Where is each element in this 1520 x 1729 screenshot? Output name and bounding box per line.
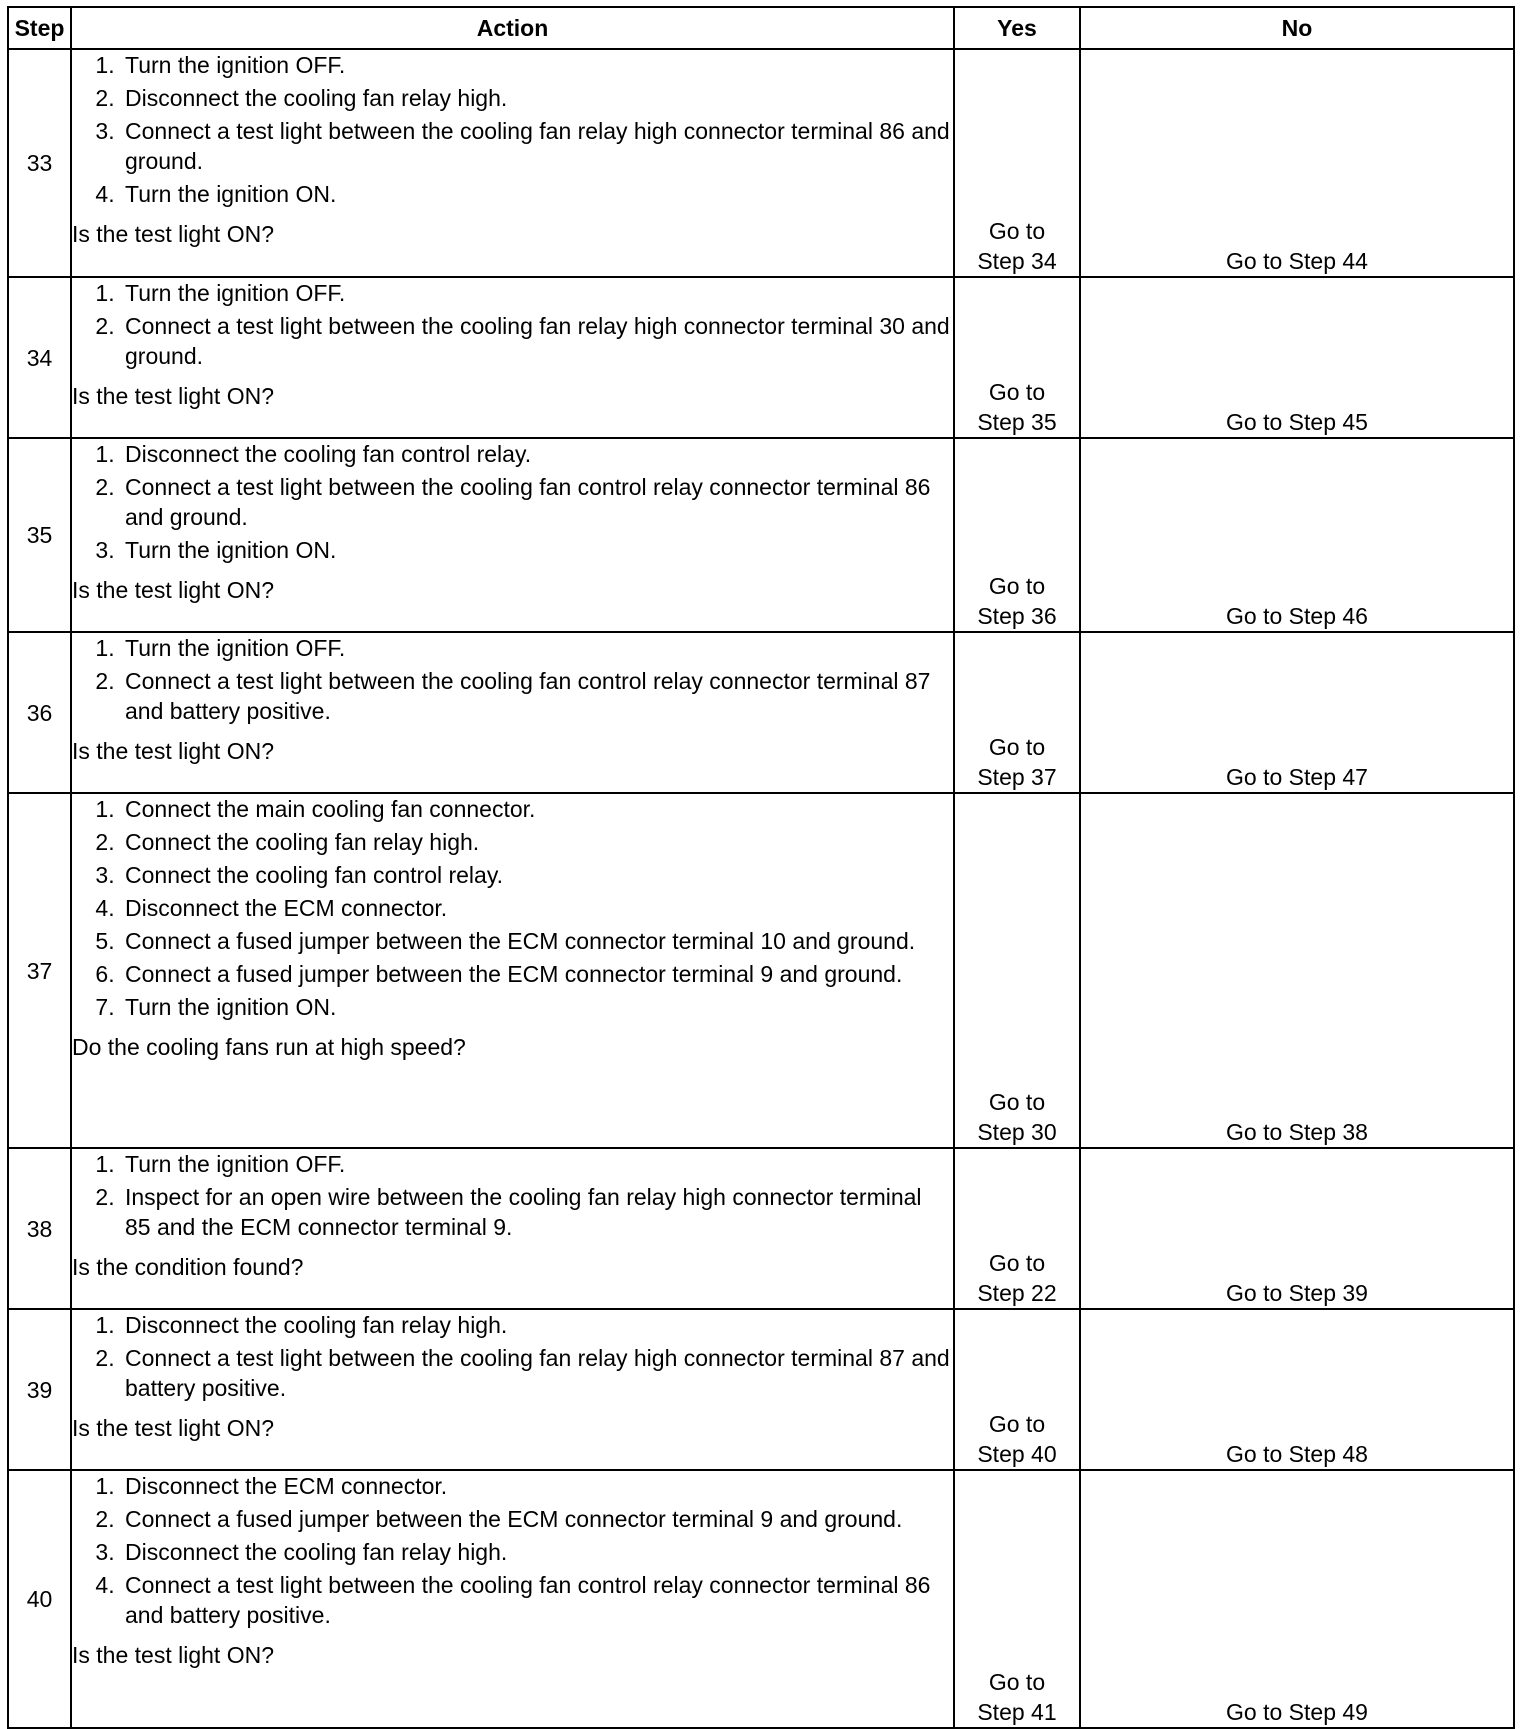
action-step: 3. Turn the ignition ON. (121, 535, 953, 565)
action-steps-list (72, 633, 953, 726)
action-cell (71, 49, 954, 277)
no-result-text: Go to Step 48 (1080, 1309, 1514, 1470)
yes-cell (954, 277, 1080, 438)
header-step: Step (8, 7, 71, 49)
yes-result-text: Step 36 (977, 603, 1057, 629)
action-cell (71, 277, 954, 438)
yes-result-text: Step 37 (977, 764, 1057, 790)
yes-cell (954, 632, 1080, 793)
no-result-text: Go to Step 49 (1080, 1470, 1514, 1728)
action-step: 1. Turn the ignition OFF. (121, 633, 953, 663)
yes-result-text: Go to (988, 1669, 1046, 1695)
header-yes: Yes (954, 7, 1080, 49)
step-number: 40 (8, 1470, 71, 1728)
action-question: Is the test light ON? (72, 221, 274, 247)
action-cell (71, 1309, 954, 1470)
action-cell (71, 793, 954, 1148)
table-row (8, 793, 1514, 1148)
action-steps-list (72, 1471, 953, 1630)
yes-result-text: Step 40 (977, 1441, 1057, 1467)
action-step: 1. Disconnect the cooling fan relay high. (121, 1310, 953, 1340)
action-step: 1. Connect the main cooling fan connector. (121, 794, 953, 824)
step-number: 35 (8, 438, 71, 632)
action-step: 1. Disconnect the ECM connector. (121, 1471, 953, 1501)
yes-cell (954, 49, 1080, 277)
diagnostic-table (7, 6, 1515, 1729)
yes-result-text: Step 41 (977, 1699, 1057, 1725)
step-number: 34 (8, 277, 71, 438)
action-step: 1. Turn the ignition OFF. (121, 278, 953, 308)
yes-result-text: Go to (988, 218, 1046, 244)
action-step: 2. Connect a test light between the cooling fan relay high connector terminal 30 and ground. (121, 311, 953, 371)
action-step: 4. Connect a test light between the cooling fan control relay connector terminal 86 and battery positive. (121, 1570, 953, 1630)
yes-result-text: Go to (988, 379, 1046, 405)
yes-result-text: Step 35 (977, 409, 1057, 435)
action-steps-list (72, 50, 953, 209)
action-step: 4. Turn the ignition ON. (121, 179, 953, 209)
no-result-text: Go to Step 39 (1080, 1148, 1514, 1309)
action-steps-list (72, 1310, 953, 1403)
action-cell (71, 1470, 954, 1728)
action-cell (71, 1148, 954, 1309)
action-step: 7. Turn the ignition ON. (121, 992, 953, 1022)
step-number: 38 (8, 1148, 71, 1309)
no-result-text: Go to Step 47 (1080, 632, 1514, 793)
step-number: 39 (8, 1309, 71, 1470)
yes-result-text: Go to (988, 1250, 1046, 1276)
no-result-text: Go to Step 46 (1080, 438, 1514, 632)
table-row (8, 277, 1514, 438)
step-number: 36 (8, 632, 71, 793)
action-step: 2. Connect a test light between the cooling fan control relay connector terminal 87 and battery positive. (121, 666, 953, 726)
action-cell (71, 632, 954, 793)
no-result-text: Go to Step 45 (1080, 277, 1514, 438)
step-number: 37 (8, 793, 71, 1148)
yes-result-text: Step 30 (977, 1119, 1057, 1145)
action-step: 1. Turn the ignition OFF. (121, 1149, 953, 1179)
header-no: No (1080, 7, 1514, 49)
yes-cell (954, 1309, 1080, 1470)
yes-result-text: Go to (988, 573, 1046, 599)
action-question: Is the test light ON? (72, 577, 274, 603)
action-question: Is the condition found? (72, 1254, 304, 1280)
action-question: Is the test light ON? (72, 383, 274, 409)
header-row (8, 7, 1514, 49)
action-step: 5. Connect a fused jumper between the ECM connector terminal 10 and ground. (121, 926, 953, 956)
action-step: 2. Connect a fused jumper between the ECM connector terminal 9 and ground. (121, 1504, 953, 1534)
action-step: 1. Disconnect the cooling fan control relay. (121, 439, 953, 469)
no-result-text: Go to Step 38 (1080, 793, 1514, 1148)
no-result-text: Go to Step 44 (1080, 49, 1514, 277)
action-step: 2. Disconnect the cooling fan relay high. (121, 83, 953, 113)
action-step: 2. Inspect for an open wire between the cooling fan relay high connector terminal 85 and the ECM connector terminal 9. (121, 1182, 953, 1242)
action-cell (71, 438, 954, 632)
step-number: 33 (8, 49, 71, 277)
action-step: 2. Connect a test light between the cooling fan relay high connector terminal 87 and battery positive. (121, 1343, 953, 1403)
action-question: Is the test light ON? (72, 738, 274, 764)
yes-cell (954, 793, 1080, 1148)
table-row (8, 1148, 1514, 1309)
yes-cell (954, 1148, 1080, 1309)
action-step: 1. Turn the ignition OFF. (121, 50, 953, 80)
yes-cell (954, 438, 1080, 632)
header-action: Action (71, 7, 954, 49)
action-step: 3. Connect the cooling fan control relay. (121, 860, 953, 890)
action-step: 3. Disconnect the cooling fan relay high. (121, 1537, 953, 1567)
action-step: 2. Connect the cooling fan relay high. (121, 827, 953, 857)
yes-result-text: Go to (988, 1089, 1046, 1115)
action-step: 2. Connect a test light between the cooling fan control relay connector terminal 86 and ground. (121, 472, 953, 532)
action-question: Is the test light ON? (72, 1642, 274, 1668)
action-steps-list (72, 278, 953, 371)
action-steps-list (72, 439, 953, 565)
table-row (8, 1470, 1514, 1728)
yes-result-text: Step 22 (977, 1280, 1057, 1306)
yes-result-text: Go to (988, 734, 1046, 760)
yes-result-text: Go to (988, 1411, 1046, 1437)
action-question: Is the test light ON? (72, 1415, 274, 1441)
table-body (8, 49, 1514, 1728)
table-row (8, 49, 1514, 277)
action-steps-list (72, 794, 953, 1022)
yes-result-text: Step 34 (977, 248, 1057, 274)
action-step: 4. Disconnect the ECM connector. (121, 893, 953, 923)
yes-cell (954, 1470, 1080, 1728)
action-question: Do the cooling fans run at high speed? (72, 1034, 466, 1060)
table-row (8, 632, 1514, 793)
table-row (8, 438, 1514, 632)
action-step: 6. Connect a fused jumper between the ECM connector terminal 9 and ground. (121, 959, 953, 989)
action-step: 3. Connect a test light between the cooling fan relay high connector terminal 86 and ground. (121, 116, 953, 176)
action-steps-list (72, 1149, 953, 1242)
table-row (8, 1309, 1514, 1470)
